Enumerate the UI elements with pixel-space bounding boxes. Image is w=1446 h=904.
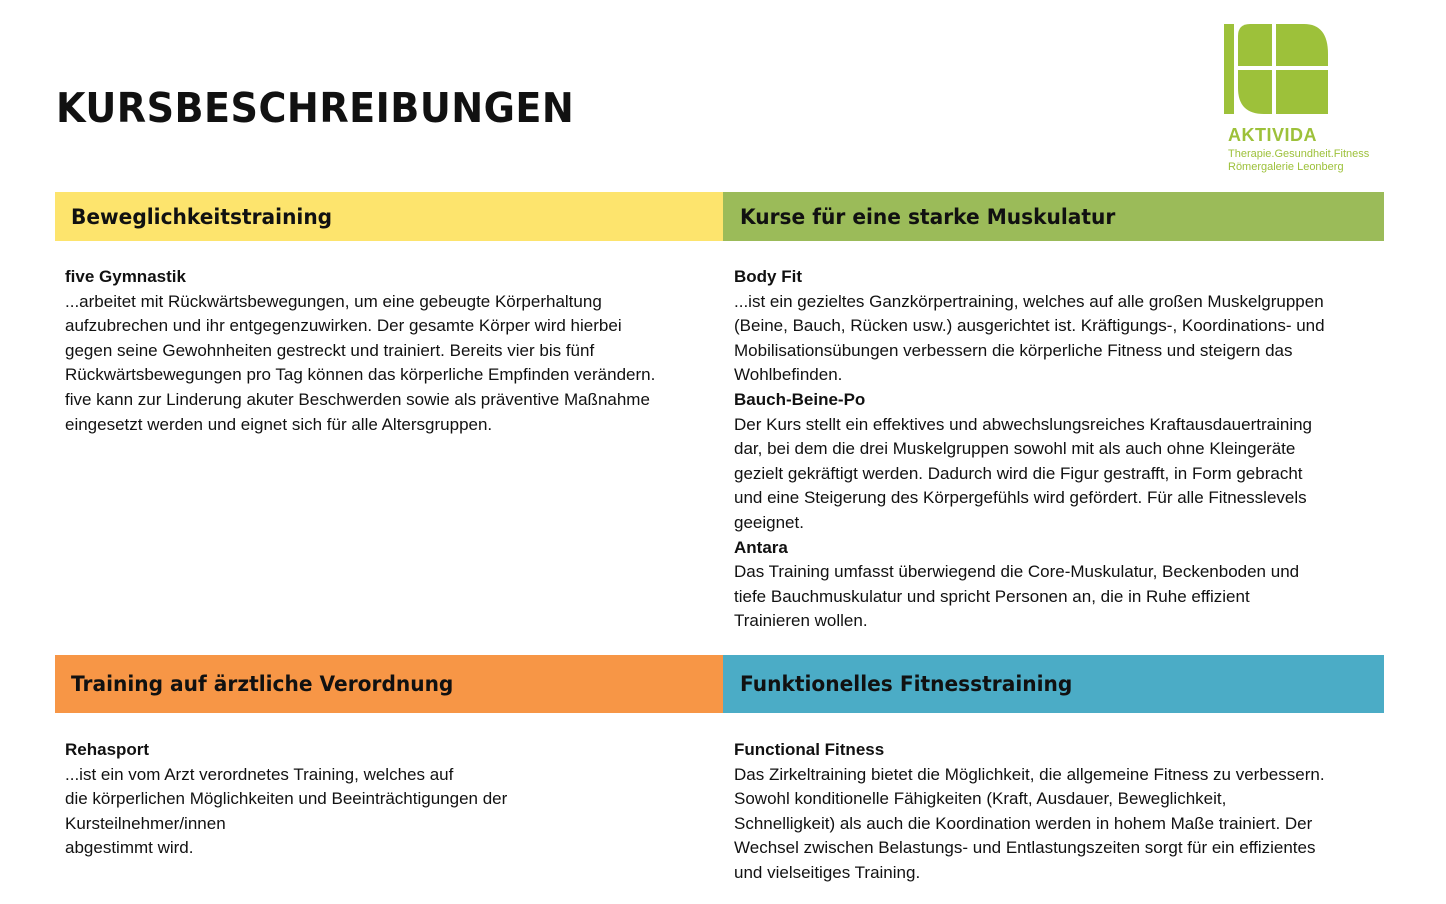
course-text-line: aufzubrechen und ihr entgegenzuwirken. Der gesamte Körper wird hierbei	[65, 316, 622, 336]
course-text-line: abgestimmt wird.	[65, 838, 194, 858]
section-body-functional	[734, 738, 1384, 886]
course-text-line: Trainieren wollen.	[734, 611, 868, 631]
logo-tagline: Therapie.Gesundheit.Fitness	[1228, 148, 1370, 160]
section-header-flexibility	[55, 192, 723, 241]
section-title: Training auf ärztliche Verordnung	[71, 672, 454, 696]
course-text-line: Rückwärtsbewegungen pro Tag können das körperliche Empfinden verändern.	[65, 365, 656, 385]
course-name: Bauch-Beine-Po	[734, 389, 866, 409]
course-text-line: gezielt gekräftigt werden. Dadurch wird die Figur gestrafft, in Form gebracht	[734, 463, 1303, 483]
page-title: KURSBESCHREIBUNGEN	[56, 84, 575, 132]
logo-mark-icon	[1224, 24, 1334, 116]
section-title: Kurse für eine starke Muskulatur	[740, 204, 1116, 229]
course-text-line: dar, bei dem die drei Muskelgruppen sowohl mit als auch ohne Kleingeräte	[734, 439, 1296, 459]
course-text-line: Das Training umfasst überwiegend die Core-Muskulatur, Beckenboden und	[734, 562, 1300, 582]
section-body-muscles	[734, 265, 1384, 634]
course-text-line: ...ist ein gezieltes Ganzkörpertraining, welches auf alle großen Muskelgruppen	[734, 291, 1324, 311]
course-text-line: five kann zur Linderung akuter Beschwerden sowie als präventive Maßnahme	[65, 389, 650, 409]
course-name: Rehasport	[65, 740, 150, 759]
section-body-flexibility	[65, 265, 715, 437]
course-text-line: Wechsel zwischen Belastungs- und Entlastungszeiten sorgt für ein effizientes	[734, 838, 1316, 858]
section-header-medical	[55, 655, 723, 713]
course-text-line: Der Kurs stellt ein effektives und abwechslungsreiches Kraftausdauertraining	[734, 414, 1312, 434]
section-header-muscles	[723, 192, 1384, 241]
course-text-line: Das Zirkeltraining bietet die Möglichkeit, die allgemeine Fitness zu verbessern.	[734, 764, 1325, 784]
course-text-line: ...ist ein vom Arzt verordnetes Training, welches auf	[65, 764, 454, 784]
section-body-medical	[65, 738, 715, 861]
course-text-line: (Beine, Bauch, Rücken usw.) ausgerichtet ist. Kräftigungs-, Koordinations- und	[734, 316, 1325, 336]
course-name: five Gymnastik	[65, 267, 186, 286]
course-name: Antara	[734, 537, 788, 557]
course-name: Functional Fitness	[734, 740, 885, 759]
section-header-functional	[723, 655, 1384, 713]
logo-location: Römergalerie Leonberg	[1228, 161, 1344, 173]
course-text-line: Kursteilnehmer/innen	[65, 813, 226, 833]
course-text-line: eingesetzt werden und eignet sich für alle Altersgruppen.	[65, 414, 493, 434]
logo-name: AKTIVIDA	[1228, 125, 1317, 145]
course-text-line: Sowohl konditionelle Fähigkeiten (Kraft, Ausdauer, Beweglichkeit,	[734, 789, 1227, 809]
course-text-line: Schnelligkeit) als auch die Koordination werden in hohem Maße trainiert. Der	[734, 813, 1313, 833]
section-title: Funktionelles Fitnesstraining	[740, 672, 1073, 696]
course-text-line: und eine Steigerung des Körpergefühls wird gefördert. Für alle Fitnesslevels	[734, 488, 1307, 508]
course-text-line: und vielseitiges Training.	[734, 862, 921, 882]
course-text-line: Mobilisationsübungen verbessern die körperliche Fitness und steigern das	[734, 340, 1293, 360]
course-text-line: geeignet.	[734, 512, 804, 532]
course-text-line: Wohlbefinden.	[734, 365, 843, 385]
aktivida-logo	[1224, 24, 1404, 184]
course-text-line: ...arbeitet mit Rückwärtsbewegungen, um eine gebeugte Körperhaltung	[65, 291, 602, 311]
course-text-line: die körperlichen Möglichkeiten und Beeinträchtigungen der	[65, 789, 508, 809]
course-text-line: gegen seine Gewohnheiten gestreckt und trainiert. Bereits vier bis fünf	[65, 340, 595, 360]
section-title: Beweglichkeitstraining	[71, 204, 333, 229]
course-name: Body Fit	[734, 267, 802, 286]
course-text-line: tiefe Bauchmuskulatur und spricht Personen an, die in Ruhe effizient	[734, 586, 1250, 606]
